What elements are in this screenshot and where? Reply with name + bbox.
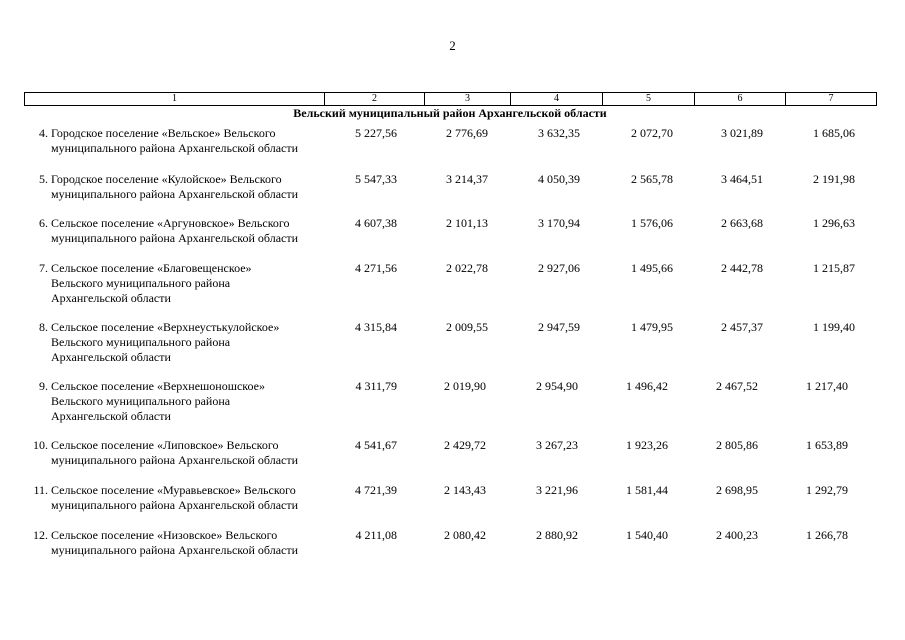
value-cell: 2 954,90 (536, 379, 578, 393)
value-cell: 1 496,42 (626, 379, 668, 393)
value-cell: 5 227,56 (355, 126, 397, 140)
value-cell: 1 296,63 (813, 216, 855, 230)
value-cell: 2 101,13 (446, 216, 488, 230)
value-cell: 2 927,06 (538, 261, 580, 275)
value-cell: 2 565,78 (631, 172, 673, 186)
value-cell: 4 721,39 (355, 483, 397, 497)
column-number: 2 (325, 93, 425, 106)
row-number: 7. (39, 261, 48, 275)
value-cell: 2 442,78 (721, 261, 763, 275)
value-cell: 3 021,89 (721, 126, 763, 140)
value-cell: 2 400,23 (716, 528, 758, 542)
region-title: Вельский муниципальный район Архангельской области (293, 106, 607, 120)
value-cell: 1 540,40 (626, 528, 668, 542)
value-cell: 3 464,51 (721, 172, 763, 186)
value-cell: 2 698,95 (716, 483, 758, 497)
value-cell: 1 495,66 (631, 261, 673, 275)
value-cell: 2 019,90 (444, 379, 486, 393)
row-number: 12. (33, 528, 48, 542)
value-cell: 4 541,67 (355, 438, 397, 452)
page-number: 2 (449, 38, 456, 53)
value-cell: 2 457,37 (721, 320, 763, 334)
value-cell: 2 663,68 (721, 216, 763, 230)
settlement-name: Сельское поселение «Аргуновское» Вельского муниципального района Архангельской области (51, 216, 299, 245)
settlement-name: Сельское поселение «Верхнешоношское» Вельского муниципального района Архангельской области (51, 379, 265, 423)
value-cell: 1 653,89 (806, 438, 848, 452)
column-number: 3 (425, 93, 511, 106)
settlement-name: Городское поселение «Вельское» Вельского муниципального района Архангельской области (51, 126, 299, 155)
column-number: 4 (511, 93, 603, 106)
value-cell: 2 805,86 (716, 438, 758, 452)
value-cell: 1 217,40 (806, 379, 848, 393)
value-cell: 1 685,06 (813, 126, 855, 140)
row-number: 4. (39, 126, 48, 140)
value-cell: 4 315,84 (355, 320, 397, 334)
value-cell: 1 199,40 (813, 320, 855, 334)
settlement-name: Сельское поселение «Липовское» Вельского муниципального района Архангельской области (51, 438, 299, 467)
value-cell: 2 072,70 (631, 126, 673, 140)
value-cell: 4 271,56 (355, 261, 397, 275)
value-cell: 2 467,52 (716, 379, 758, 393)
value-cell: 1 576,06 (631, 216, 673, 230)
value-cell: 1 266,78 (806, 528, 848, 542)
column-number-header (24, 92, 877, 106)
value-cell: 4 311,79 (355, 379, 397, 393)
value-cell: 3 632,35 (538, 126, 580, 140)
value-cell: 2 080,42 (444, 528, 486, 542)
row-number: 5. (39, 172, 48, 186)
value-cell: 3 214,37 (446, 172, 488, 186)
value-cell: 2 009,55 (446, 320, 488, 334)
value-cell: 3 267,23 (536, 438, 578, 452)
value-cell: 5 547,33 (355, 172, 397, 186)
settlement-name: Сельское поселение «Верхнеустькулойское» Вельского муниципального района Архангельской области (51, 320, 280, 364)
row-number: 11. (33, 483, 48, 497)
settlement-name: Сельское поселение «Муравьевское» Вельского муниципального района Архангельской области (51, 483, 299, 512)
value-cell: 1 215,87 (813, 261, 855, 275)
value-cell: 1 923,26 (626, 438, 668, 452)
settlement-name: Городское поселение «Кулойское» Вельского муниципального района Архангельской области (51, 172, 299, 201)
value-cell: 4 211,08 (355, 528, 397, 542)
value-cell: 2 143,43 (444, 483, 486, 497)
value-cell: 2 191,98 (813, 172, 855, 186)
value-cell: 1 479,95 (631, 320, 673, 334)
value-cell: 4 607,38 (355, 216, 397, 230)
column-number: 5 (603, 93, 695, 106)
value-cell: 1 292,79 (806, 483, 848, 497)
settlement-name: Сельское поселение «Благовещенское» Вельского муниципального района Архангельской области (51, 261, 252, 305)
row-number: 10. (33, 438, 48, 452)
value-cell: 3 170,94 (538, 216, 580, 230)
value-cell: 2 429,72 (444, 438, 486, 452)
row-number: 6. (39, 216, 48, 230)
column-number: 6 (695, 93, 786, 106)
value-cell: 2 947,59 (538, 320, 580, 334)
row-number: 9. (39, 379, 48, 393)
settlement-name: Сельское поселение «Низовское» Вельского муниципального района Архангельской области (51, 528, 299, 557)
value-cell: 3 221,96 (536, 483, 578, 497)
value-cell: 4 050,39 (538, 172, 580, 186)
value-cell: 2 776,69 (446, 126, 488, 140)
row-number: 8. (39, 320, 48, 334)
column-number: 7 (786, 93, 877, 106)
value-cell: 2 880,92 (536, 528, 578, 542)
column-number: 1 (25, 93, 325, 106)
value-cell: 2 022,78 (446, 261, 488, 275)
value-cell: 1 581,44 (626, 483, 668, 497)
